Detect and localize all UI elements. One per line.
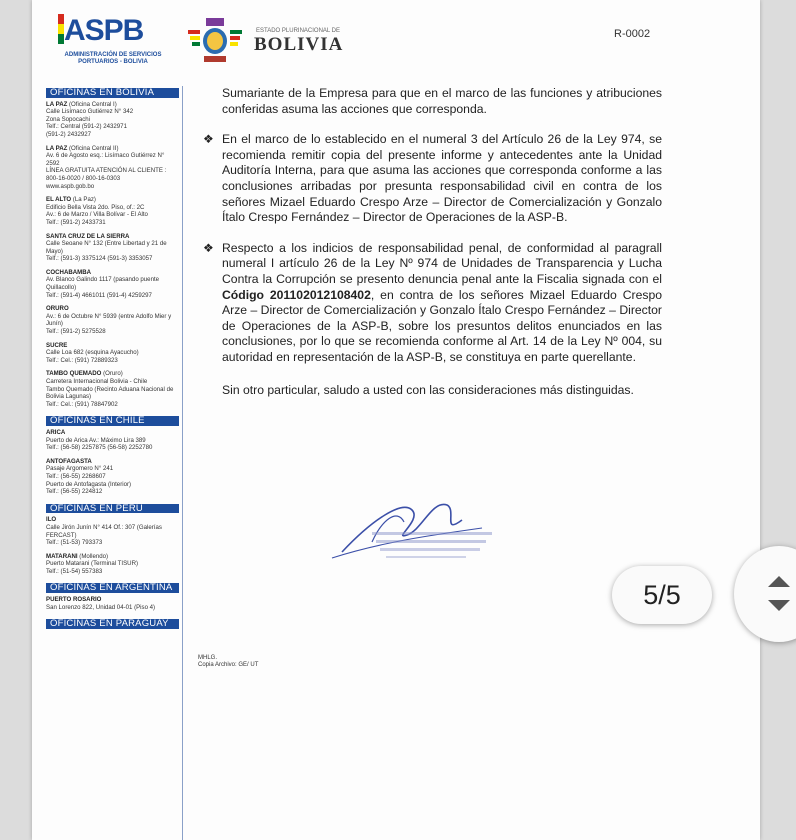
signature-stamp bbox=[312, 480, 492, 570]
office-detail: Telf.: (591-2) 2433731 bbox=[46, 218, 106, 226]
office-detail: Carretera Internacional Bolivia - Chile bbox=[46, 378, 148, 385]
office-city: LA PAZ bbox=[46, 100, 68, 108]
sidebar-offices bbox=[46, 88, 179, 632]
office-detail: Av. Blanco Galindo 1117 (pasando puente Quillacollo) bbox=[46, 276, 160, 292]
office-detail: San Lorenzo 822, Unidad 04-01 (Piso 4) bbox=[46, 603, 156, 611]
office-entry bbox=[46, 429, 179, 452]
office-city: TAMBO QUEMADO bbox=[46, 370, 102, 378]
office-city: EL ALTO bbox=[46, 196, 72, 204]
office-section-title: OFICINAS EN BOLIVIA bbox=[46, 88, 179, 98]
document-page bbox=[32, 0, 760, 840]
office-detail: (La Paz) bbox=[72, 196, 96, 204]
office-entry bbox=[46, 458, 179, 496]
office-city: ILO bbox=[46, 516, 57, 524]
document-body bbox=[203, 86, 662, 398]
office-detail: Zona Sopocachi bbox=[46, 115, 91, 123]
office-entry bbox=[46, 269, 179, 299]
office-entry bbox=[46, 553, 179, 576]
office-detail: Telf.: (591-3) 3375124 (591-3) 3353057 bbox=[46, 255, 153, 263]
document-footer bbox=[198, 655, 258, 669]
office-entry bbox=[46, 370, 179, 408]
office-detail: Calle Jirón Junín N° 414 Of.: 307 (Galerías FERCAST) bbox=[46, 523, 162, 539]
office-detail: Puerto Matarani (Terminal TISUR) bbox=[46, 560, 138, 568]
office-detail: Telf.: Central (591-2) 2432971 bbox=[46, 123, 127, 131]
office-detail: Tambo Quemado (Recinto Aduana Nacional de Bolivia Lagunas) bbox=[46, 385, 174, 401]
office-detail: Telf.: (591-4) 4661011 (591-4) 4259297 bbox=[46, 291, 152, 299]
intro-paragraph: Sumariante de la Empresa para que en el marco de las funciones y atribuciones conferidas asuma las acciones que corresponda. bbox=[222, 86, 662, 116]
bolivia-title: BOLIVIA bbox=[254, 34, 344, 55]
office-detail: Telf.: (56-58) 2257875 (56-58) 2252780 bbox=[46, 444, 153, 452]
footer-initials: MHLG. bbox=[198, 655, 218, 661]
office-detail: Av.: 6 de Octubre N° 5939 (entre Adolfo Mier y Junín) bbox=[46, 312, 172, 328]
sidebar-divider bbox=[182, 86, 183, 840]
office-entry bbox=[46, 145, 179, 191]
office-detail: Telf.: Cel.: (591) 78847902 bbox=[46, 400, 118, 408]
office-detail: Edificio Bella Vista 2do. Piso, of.: 2C bbox=[46, 203, 145, 211]
bullet-item-penal bbox=[203, 240, 662, 366]
office-detail: Av. 6 de Agosto esq.: Lisímaco Gutiérrez N° 2592 bbox=[46, 152, 165, 167]
office-detail: Puerto de Arica Av.: Máximo Lira 389 bbox=[46, 436, 146, 444]
office-city: ARICA bbox=[46, 428, 66, 436]
office-detail: Calle Lisímaco Gutiérrez N° 342 bbox=[46, 108, 134, 116]
office-section-title: OFICINAS EN CHILE bbox=[46, 416, 179, 426]
closing-paragraph: Sin otro particular, saludo a usted con las consideraciones más distinguidas. bbox=[222, 382, 634, 397]
office-detail: Av.: 6 de Marzo / Villa Bolívar - El Alto bbox=[46, 211, 148, 219]
office-city: ANTOFAGASTA bbox=[46, 457, 92, 465]
office-detail: (Oficina Central I) bbox=[69, 100, 117, 108]
document-reference: R-0002 bbox=[614, 28, 651, 40]
office-city: COCHABAMBA bbox=[46, 268, 92, 276]
office-section-title: OFICINAS EN PERÚ bbox=[46, 504, 179, 514]
aspb-logo: ASPB bbox=[64, 14, 144, 47]
office-detail: LÍNEA GRATUITA ATENCIÓN AL CLIENTE : 800-16-0020 / 800-16-0303 bbox=[46, 167, 167, 182]
chevron-up-icon[interactable] bbox=[768, 576, 790, 587]
office-section-title: OFICINAS EN PARAGUAY bbox=[46, 619, 179, 629]
office-detail: Pasaje Argomero N° 241 bbox=[46, 465, 114, 473]
bullet-text: , en contra de los señores Mizael Eduardo Crespo Arze – Director de Comercialización y Gonzalo Ítalo Crespo Fernández – Director de Operaciones de la ASP-B, sobre los presuntos delitos enunciados en las conclusiones, por lo que se recomienda conforme al Art. 14 de la Ley Nº 004, su autoridad en representación de la ASP-B, se constituya en parte querellante. bbox=[222, 287, 662, 364]
office-section-title: OFICINAS EN ARGENTINA bbox=[46, 583, 179, 593]
diamond-bullet-icon: ❖ bbox=[203, 132, 214, 147]
office-detail: (Mollendo) bbox=[79, 552, 109, 560]
office-detail: Calle Loa 682 (esquina Ayacucho) bbox=[46, 349, 139, 357]
aspb-logo-subtitle: ADMINISTRACIÓN DE SERVICIOS PORTUARIOS - BOLIVIA bbox=[64, 52, 162, 65]
state-label: ESTADO PLURINACIONAL DE bbox=[256, 28, 341, 34]
office-entry bbox=[46, 101, 179, 139]
office-city: LA PAZ bbox=[46, 144, 68, 152]
office-detail: Telf.: (51-54) 557383 bbox=[46, 567, 103, 575]
office-entry bbox=[46, 342, 179, 365]
office-detail: Telf.: (56-55) 2268607 bbox=[46, 472, 106, 480]
office-detail: Telf.: (591-2) 5275528 bbox=[46, 328, 106, 336]
bullet-text: En el marco de lo establecido en el numeral 3 del Artículo 26 de la Ley 974, se recomienda remitir copia del presente informe y antecedentes ante la Unidad Auditoría Interna, para que asuma las acciones que corresponda conforme a las conclusiones arribadas por presunta responsabilidad civil en contra de los señores Mizael Eduardo Crespo Arze – Director de Comercialización y Gonzalo Ítalo Crespo Fernández – Director de Operaciones de la ASP-B. bbox=[222, 132, 662, 225]
office-detail: Puerto de Antofagasta (Interior) bbox=[46, 480, 132, 488]
diamond-bullet-icon: ❖ bbox=[203, 240, 214, 255]
office-entry bbox=[46, 305, 179, 335]
office-detail: Calle Seoane N° 132 (Entre Libertad y 21 de Mayo) bbox=[46, 240, 167, 255]
office-detail: (591-2) 2432927 bbox=[46, 130, 92, 138]
office-city: MATARANI bbox=[46, 552, 78, 560]
footer-copy: Copia Archivo: GE/ UT bbox=[198, 662, 259, 668]
office-city: ORURO bbox=[46, 305, 69, 313]
office-detail: Telf.: (56-55) 224812 bbox=[46, 488, 103, 496]
office-city: PUERTO ROSARIO bbox=[46, 596, 102, 604]
case-code: Código 201102012108402 bbox=[222, 287, 371, 302]
chevron-down-icon[interactable] bbox=[768, 600, 790, 611]
office-city: SUCRE bbox=[46, 341, 68, 349]
coat-of-arms-icon bbox=[186, 14, 244, 66]
office-detail: Telf.: Cel.: (591) 72889323 bbox=[46, 356, 118, 364]
office-detail: www.aspb.gob.bo bbox=[46, 182, 95, 190]
office-entry bbox=[46, 516, 179, 546]
office-detail: (Oficina Central II) bbox=[69, 144, 119, 152]
bullet-text: Respecto a los indicios de responsabilidad penal, de conformidad al paragrall numeral I artículo 26 de la Ley Nº 974 de Unidades de Transparencia y Lucha Contra la Corrupción se presento denuncia penal ante la Fiscalia signada con el bbox=[222, 240, 662, 286]
office-city: SANTA CRUZ DE LA SIERRA bbox=[46, 232, 130, 240]
page-indicator: 5/5 bbox=[612, 566, 712, 624]
office-entry bbox=[46, 196, 179, 226]
bullet-item-audit bbox=[203, 132, 662, 226]
office-detail: Telf.: (51-53) 793373 bbox=[46, 539, 103, 547]
office-entry bbox=[46, 233, 179, 263]
office-detail: (Oruro) bbox=[103, 370, 123, 378]
office-entry bbox=[46, 596, 179, 611]
